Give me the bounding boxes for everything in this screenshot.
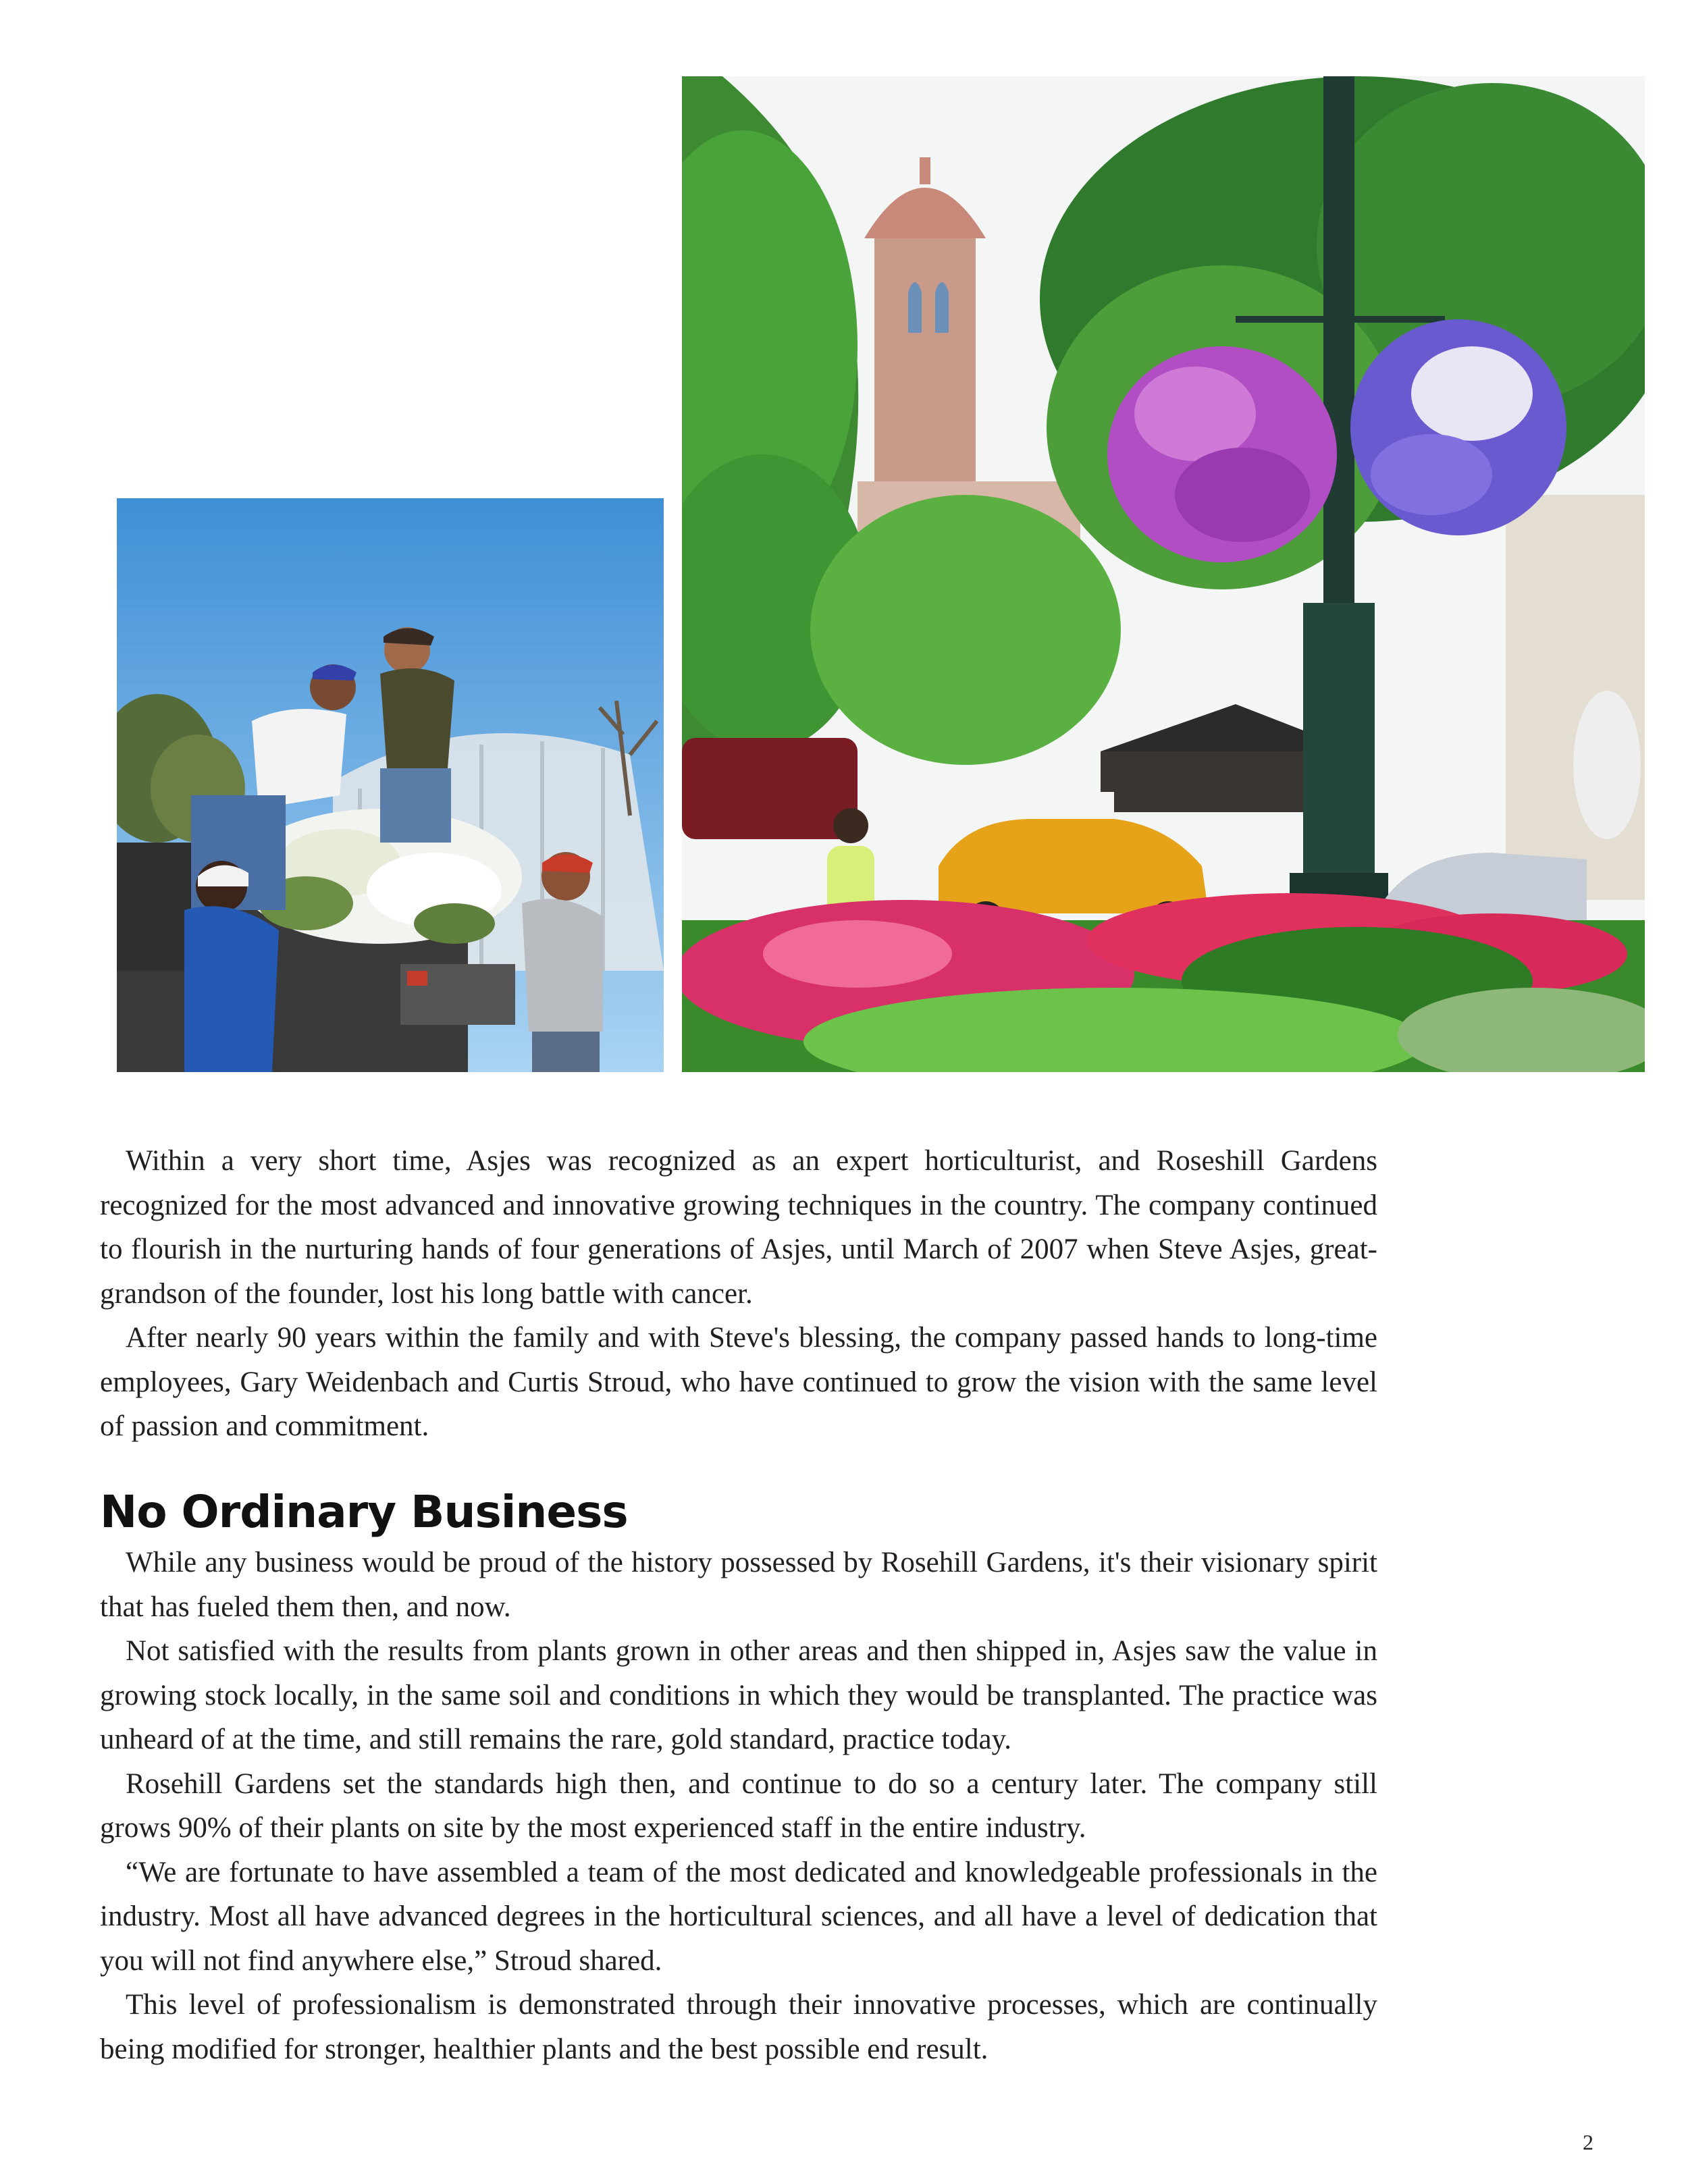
section-paragraph-2: Not satisfied with the results from plants grown in other areas and then shipped in, Asjes saw the value in growing stock locally, in the same soil and conditions in which they would be transplanted. The practice was unheard of at the time, and still remains the rare, gold standard, practice today. [100, 1635, 1377, 1755]
section-paragraph-3: Rosehill Gardens set the standards high then, and continue to do so a century later. The company still grows 90% of their plants on site by the most experienced staff in the entire industry. [100, 1767, 1377, 1844]
section-paragraph-1: While any business would be proud of the history possessed by Rosehill Gardens, it's their visionary spirit that has fueled them then, and now. [100, 1547, 1377, 1623]
section-paragraph-5: This level of professionalism is demonstrated through their innovative processes, which are continually being modified for stronger, healthier plants and the best possible end result. [100, 1989, 1377, 2065]
section-no-ordinary-business [100, 1485, 1377, 2071]
section-paragraph-4: “We are fortunate to have assembled a team of the most dedicated and knowledgeable professionals in the industry. Most all have advanced degrees in the horticultural sciences, and all have a level of dedication that you will not find anywhere else,” Stroud shared. [100, 1856, 1377, 1977]
photo-plaza-hanging-baskets [682, 76, 1645, 1072]
page-number: 2 [1583, 2130, 1593, 2154]
section-heading: No Ordinary Business [100, 1486, 628, 1538]
intro-paragraph-1: Within a very short time, Asjes was recognized as an expert horticulturist, and Roseshill Gardens recognized for the most advanced and innovative growing techniques in the country. The company continued to flourish in the nurturing hands of four generations of Asjes, until March of 2007 when Steve Asjes, great-grandson of the founder, lost his long battle with cancer. [100, 1145, 1377, 1310]
intro-text [100, 1139, 1377, 1449]
photo-workers-loading-flowers [117, 498, 664, 1072]
intro-paragraph-2: After nearly 90 years within the family and with Steve's blessing, the company passed hands to long-time employees, Gary Weidenbach and Curtis Stroud, who have continued to grow the vision with the same level of passion and commitment. [100, 1322, 1377, 1442]
